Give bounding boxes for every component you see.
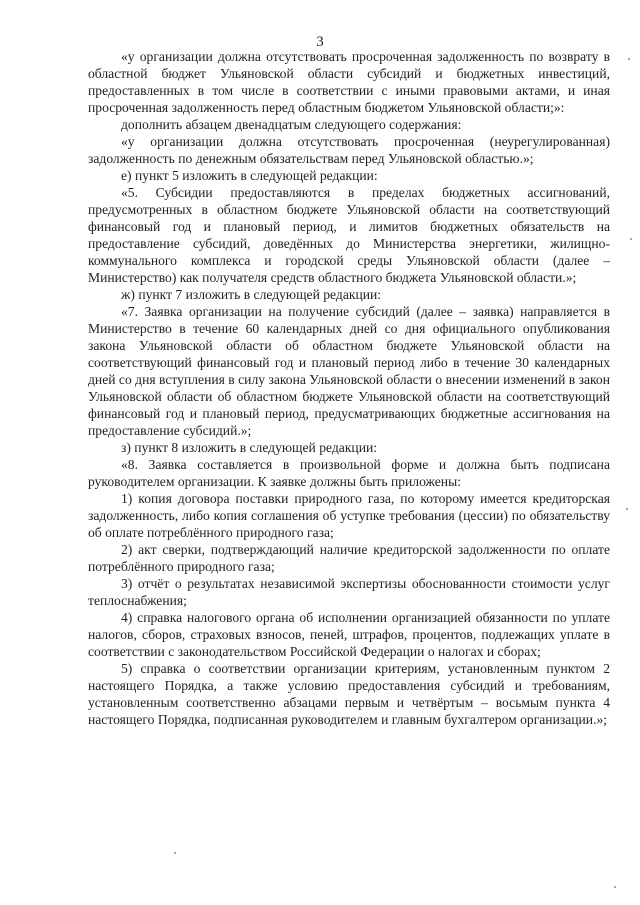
list-item-1: 1) копия договора поставки природного газа, по которому имеется кредиторская задолженность, либо копия соглашения об уступке требования (цессии) по обязательству об оплате потреблённого природного газа; xyxy=(88,491,610,540)
paragraph-quote-unsettled: «у организации должна отсутствовать просроченная (неурегулированная) задолженность по денежным обязательствам перед Ульяновской областью.»; xyxy=(88,134,610,166)
scan-speck xyxy=(626,508,628,510)
list-item-4: 4) справка налогового органа об исполнении организацией обязанности по уплате налогов, сборов, страховых взносов, пеней, штрафов, процентов, подлежащих уплате в соответствии с законодательством Российской Федерации о налогах и сборах; xyxy=(88,610,610,659)
paragraph-item-zh: ж) пункт 7 изложить в следующей редакции: xyxy=(121,287,382,302)
list-item-5: 5) справка о соответствии организации критериям, установленным пунктом 2 настоящего Порядка, а также условию предоставления субсидий и требованиям, установленным соответственно абзацами первым и четвёртым – восьмым пункта 4 настоящего Порядка, подписанная руководителем и главным бухгалтером организации.»; xyxy=(88,661,610,727)
paragraph-item-e: е) пункт 5 изложить в следующей редакции: xyxy=(121,168,378,183)
scan-speck xyxy=(628,58,630,60)
paragraph-add-clause: дополнить абзацем двенадцатым следующего содержания: xyxy=(121,117,462,132)
paragraph-quote-arrears: «у организации должна отсутствовать просроченная задолженность по возврату в областной бюджет Ульяновской области субсидий и бюджетных инвестиций, предоставленных в том числе в соответствии с иными правовыми актами, и иная просроченная задолженность перед областным бюджетом Ульяновской области;»: xyxy=(88,49,610,115)
scan-speck xyxy=(630,238,632,240)
list-item-3: 3) отчёт о результатах независимой экспертизы обоснованности стоимости услуг теплоснабжения; xyxy=(88,576,610,608)
scan-speck xyxy=(174,852,176,854)
list-item-2: 2) акт сверки, подтверждающий наличие кредиторской задолженности по оплате потреблённого природного газа; xyxy=(88,542,610,574)
document-body xyxy=(88,48,610,728)
paragraph-item-z: з) пункт 8 изложить в следующей редакции: xyxy=(121,440,378,455)
paragraph-point-5: «5. Субсидии предоставляются в пределах бюджетных ассигнований, предусмотренных в областном бюджете Ульяновской области на соответствующий финансовый год и плановый период, и лимитов бюджетных обязательств на предоставление субсидий, доведённых до Министерства энергетики, жилищно-коммунального комплекса и городской среды Ульяновской области (далее – Министерство) как получателя средств областного бюджета Ульяновской области.»; xyxy=(88,185,610,285)
page-number: 3 xyxy=(316,34,324,50)
paragraph-point-8: «8. Заявка составляется в произвольной форме и должна быть подписана руководителем организации. К заявке должны быть приложены: xyxy=(88,457,610,489)
scan-speck xyxy=(614,886,616,888)
paragraph-point-7: «7. Заявка организации на получение субсидий (далее – заявка) направляется в Министерство в течение 60 календарных дней со дня официального опубликования закона Ульяновской области об областном бюджете Ульяновской области на соответствующий финансовый год и плановый период либо в течение 30 календарных дней со дня вступления в силу закона Ульяновской области о внесении изменений в закон Ульяновской области об областном бюджете Ульяновской области на соответствующий финансовый год и плановый период, предусматривающих бюджетные ассигнования на предоставление субсидий.»; xyxy=(88,304,610,438)
